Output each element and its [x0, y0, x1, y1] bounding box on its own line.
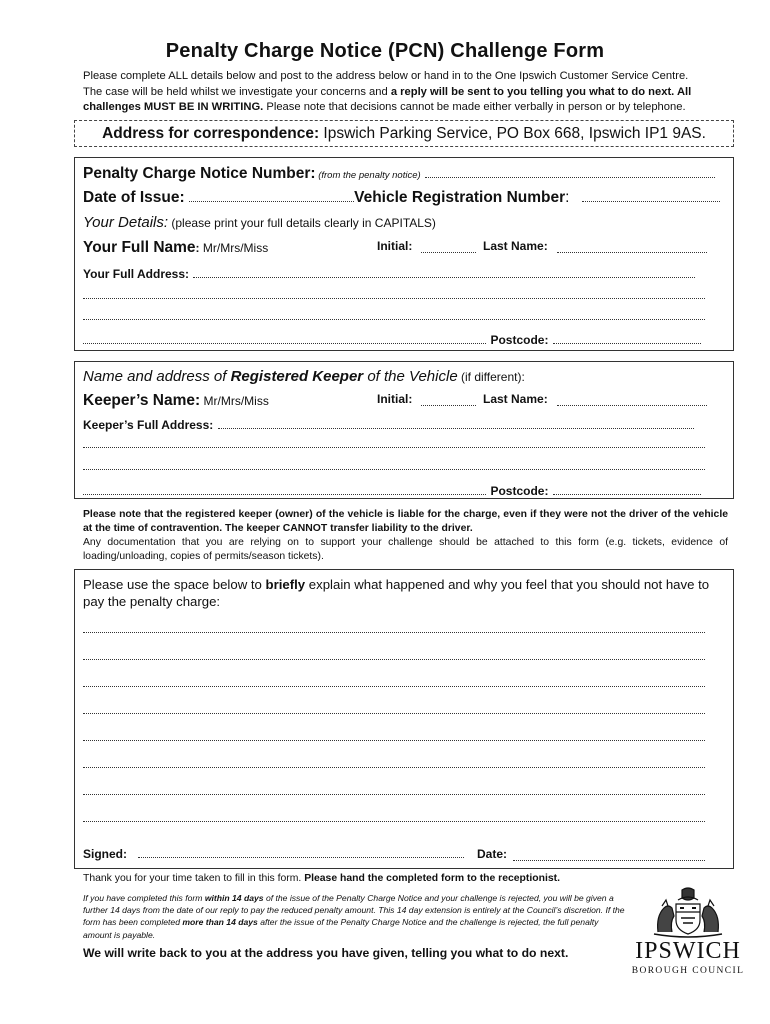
- signed-label: Signed:: [83, 847, 127, 861]
- keeper-address-field-2[interactable]: [83, 447, 705, 448]
- intro-reply-note: a reply will be sent to you telling you what to do next: [390, 85, 672, 98]
- keeper-address-field-1[interactable]: [218, 427, 694, 429]
- explanation-line-4[interactable]: [83, 713, 705, 714]
- explanation-prompt: [83, 576, 723, 610]
- liability-note: [83, 508, 728, 564]
- keeper-name-label: Keeper’s Name:: [83, 392, 201, 409]
- pcn-number-field[interactable]: [425, 176, 715, 178]
- date-of-issue-colon: :: [179, 189, 185, 206]
- intro-text: [83, 69, 733, 116]
- logo-subtitle: BOROUGH COUNCIL: [631, 966, 745, 976]
- keeper-heading-start: Name and address of: [83, 368, 231, 385]
- your-details-label: Your Details:: [83, 214, 169, 231]
- full-name-colon: :: [195, 241, 200, 255]
- address-field-4[interactable]: [83, 342, 486, 344]
- keeper-heading-end: of the Vehicle: [363, 368, 458, 385]
- address-row: [83, 265, 725, 283]
- address-label: Your Full Address:: [83, 267, 190, 281]
- liability-note-bold: Please note that the registered keeper (owner) of the vehicle is liable for the charge, even if they were not the driver of the vehicle at the time of contravention. The keeper CANNOT transfer liability to the driver.: [83, 509, 728, 534]
- keeper-address-field-4[interactable]: [83, 493, 486, 495]
- intro-line-2: [83, 85, 733, 101]
- correspondence-address-box: [74, 120, 734, 147]
- explanation-line-2[interactable]: [83, 659, 705, 660]
- intro-writing-note: challenges MUST BE IN WRITING.: [83, 101, 264, 113]
- explanation-section: [74, 569, 734, 869]
- keeper-heading: [83, 368, 725, 386]
- your-details-heading: [83, 214, 725, 232]
- pcn-number-hint: (from the penalty notice): [315, 170, 421, 181]
- title-options: Mr/Mrs/Miss: [199, 241, 269, 255]
- keeper-postcode-label: Postcode:: [490, 484, 549, 498]
- intro-line-2-start: The case will be held whilst we investigate your concerns and: [83, 85, 391, 98]
- date-of-issue-label: Date of Issue: [83, 189, 180, 206]
- postcode-field[interactable]: [553, 342, 701, 344]
- explanation-line-1[interactable]: [83, 632, 705, 633]
- explanation-line-5[interactable]: [83, 740, 705, 741]
- intro-line-1: Please complete ALL details below and post to the address below or hand in to the One Ipswich Customer Service Centre.: [83, 70, 689, 82]
- keeper-address-row: [83, 416, 725, 434]
- explanation-prompt-start: Please use the space below to: [83, 577, 266, 592]
- postcode-row: [83, 331, 725, 349]
- keeper-postcode-field[interactable]: [553, 493, 701, 495]
- explanation-prompt-briefly: briefly: [265, 577, 306, 592]
- keeper-heading-bold: Registered Keeper: [230, 368, 364, 385]
- vrn-colon: :: [565, 189, 570, 206]
- intro-line-3: [83, 100, 733, 116]
- postcode-label: Postcode:: [490, 333, 549, 347]
- full-name-row: [83, 239, 725, 257]
- initial-field[interactable]: [421, 251, 476, 253]
- initial-label: Initial:: [377, 239, 413, 253]
- keeper-name-row: [83, 392, 725, 410]
- signature-row: [83, 847, 725, 861]
- signature-field[interactable]: [138, 856, 464, 858]
- explanation-line-8[interactable]: [83, 821, 705, 822]
- extension-note-e: after the issue of the Penalty Charge Notice and the challenge is rejected, the full penalty amount is payable.: [83, 917, 599, 940]
- final-statement: We will write back to you at the address you have given, telling you what to do next.: [83, 946, 569, 960]
- explanation-line-3[interactable]: [83, 686, 705, 687]
- extension-note-d: more than 14 days: [182, 917, 258, 928]
- pcn-number-label: Penalty Charge Notice Number:: [83, 165, 316, 182]
- keeper-title-options: Mr/Mrs/Miss: [200, 394, 269, 408]
- keeper-last-name-field[interactable]: [557, 404, 707, 406]
- extension-note: [83, 892, 628, 941]
- pcn-number-row: [83, 165, 725, 183]
- explanation-line-7[interactable]: [83, 794, 705, 795]
- last-name-field[interactable]: [557, 251, 707, 253]
- ipswich-borough-council-logo: [628, 886, 748, 986]
- keeper-initial-label: Initial:: [377, 392, 413, 406]
- thanks-text: [83, 873, 560, 884]
- intro-line-2-end: . All: [671, 85, 692, 98]
- signature-date-label: Date:: [477, 847, 508, 861]
- vrn-field[interactable]: [582, 200, 720, 202]
- your-details-hint: (please print your full details clearly in CAPITALS): [168, 216, 436, 230]
- extension-note-b: within 14 days: [204, 893, 264, 903]
- keeper-address-field-3[interactable]: [83, 469, 705, 470]
- signature-date-field[interactable]: [513, 859, 705, 861]
- correspondence-label: Address for correspondence:: [102, 125, 320, 142]
- keeper-last-name-label: Last Name:: [483, 392, 548, 406]
- documentation-note: Any documentation that you are relying on to support your challenge should be attached to this form (e.g. tickets, evidence of loading/unloading, copies of permits/season tickets).: [83, 537, 728, 562]
- extension-note-c: of the issue of the Penalty Charge Notice and your challenge is rejected, you will be given a further 14 days from the date of our reply to pay the reduced penalty amount. This 14 day extension is entirely at the Council’s discretion. If the form has been completed: [83, 893, 625, 928]
- address-field-1[interactable]: [193, 276, 695, 278]
- explanation-prompt-end: explain what happened and why you feel that you should not have to pay the penalty charge:: [83, 577, 710, 609]
- correspondence-address: Ipswich Parking Service, PO Box 668, Ipswich IP1 9AS.: [319, 125, 706, 142]
- keeper-postcode-row: [83, 482, 725, 500]
- full-name-label: Your Full Name: [83, 239, 196, 256]
- keeper-initial-field[interactable]: [421, 404, 476, 406]
- thanks-text-bold: Please hand the completed form to the receptionist.: [304, 873, 560, 884]
- last-name-label: Last Name:: [483, 239, 548, 253]
- form-title: Penalty Charge Notice (PCN) Challenge Form: [165, 40, 605, 62]
- address-field-3[interactable]: [83, 319, 705, 320]
- date-of-issue-field[interactable]: [189, 200, 354, 202]
- coat-of-arms-icon: [628, 886, 748, 938]
- intro-line-3-end: Please note that decisions cannot be made either verbally in person or by telephone.: [263, 101, 686, 113]
- date-vrn-row: [83, 189, 725, 207]
- extension-note-a: If you have completed this form: [83, 893, 205, 903]
- address-field-2[interactable]: [83, 298, 705, 299]
- keeper-heading-hint: (if different):: [457, 370, 525, 384]
- thanks-text-start: Thank you for your time taken to fill in this form.: [83, 873, 305, 884]
- your-details-section: [74, 157, 734, 351]
- vrn-label: Vehicle Registration Number: [354, 189, 566, 206]
- explanation-line-6[interactable]: [83, 767, 705, 768]
- logo-name: IPSWICH: [635, 938, 741, 964]
- registered-keeper-section: [74, 361, 734, 499]
- keeper-address-label: Keeper’s Full Address:: [83, 418, 214, 432]
